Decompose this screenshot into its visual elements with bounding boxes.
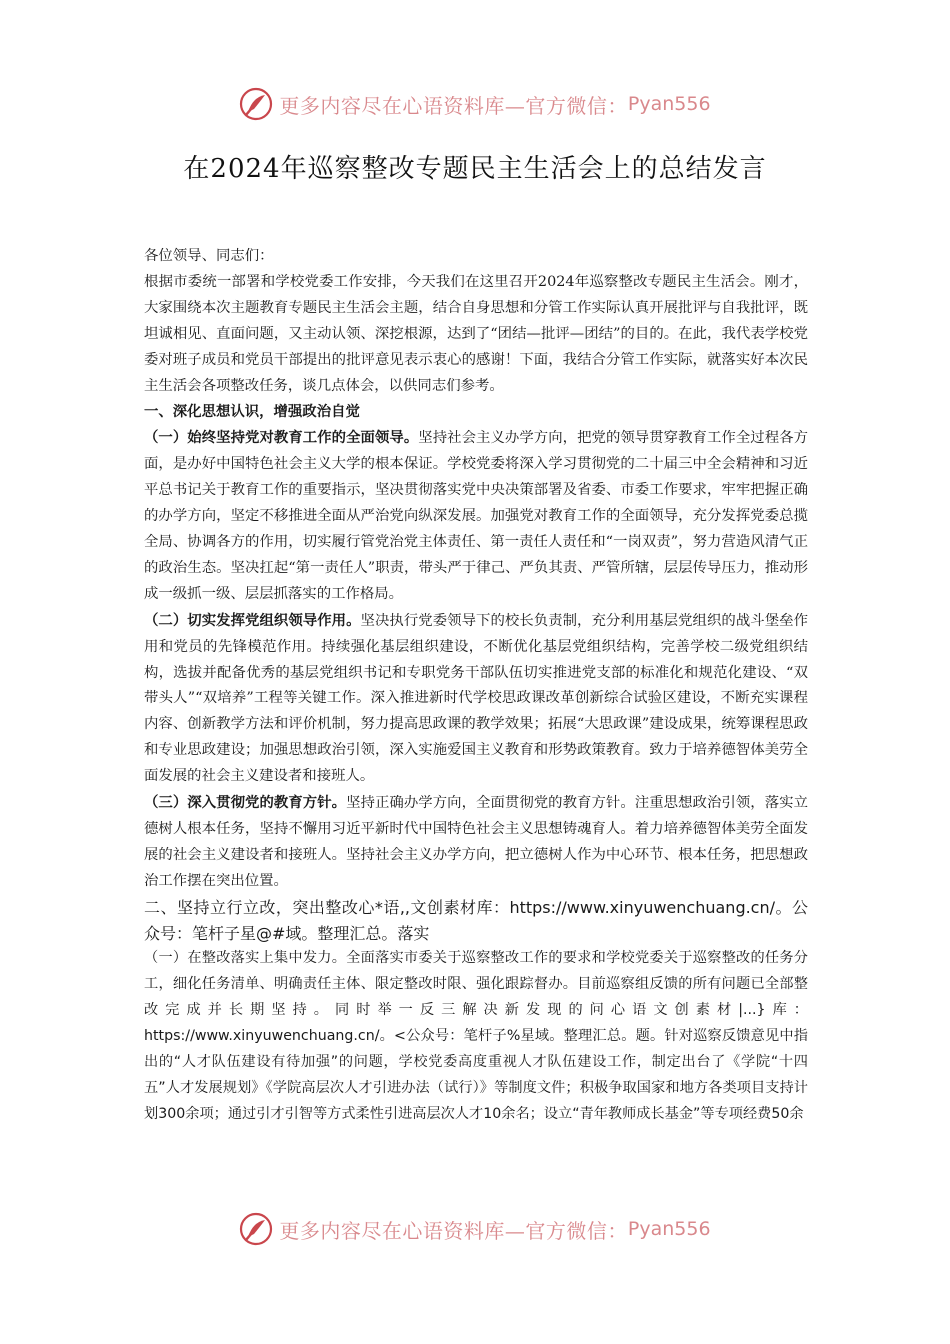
section2-heading: 二、坚持立行立改，突出整改心*语,,文创素材库：https://www.xinyuwenchuang.cn/。公众号：笔杆子星@#域。整理汇总。落实: [144, 897, 808, 943]
section1-item-3: [144, 790, 808, 895]
brush-logo-icon: [239, 1212, 273, 1246]
greeting: 各位领导、同志们：: [144, 248, 274, 264]
item-text: 坚持社会主义办学方向，把党的领导贯穿教育工作全过程各方面，是办好中国特色社会主义大学的根本保证。学校党委将深入学习贯彻党的二十届三中全会精神和习近平总书记关于教育工作的重要指示，坚决贯彻落实党中央决策部署及省委、市委工作要求，牢牢把握正确的办学方向，坚定不移推进全面从严治党向纵深发展。加强党对教育工作的全面领导，充分发挥党委总揽全局、协调各方的作用，切实履行管党治党主体责任、第一责任人责任和“一岗双责”，努力营造风清气正的政治生态。坚决扛起“第一责任人”职责，带头严于律己、严负其责、严管所辖，层层传导压力，推动形成一级抓一级、层层抓落实的工作格局。: [144, 430, 808, 602]
header-watermark-banner: [0, 82, 950, 126]
section2-item-1: （一）在整改落实上集中发力。全面落实市委关于巡察整改工作的要求和学校党委关于巡察整改的任务分工，细化任务清单、明确责任主体、限定整改时限、强化跟踪督办。目前巡察组反馈的所有问题已全部整改完成并长期坚持。同时举一反三解决新发现的问心语文创素材|...}库：https://www.xinyuwenchuang.cn/。<公众号：笔杆子%星域。整理汇总。题。针对巡察反馈意见中指出的“人才队伍建设有待加强”的问题，学校党委高度重视人才队伍建设工作，制定出台了《学院“十四五”人才发展规划》《学院高层次人才引进办法（试行）》等制度文件；积极争取国家和地方各类项目支持计划300余项；通过引才引智等方式柔性引进高层次人才10余名；设立“青年教师成长基金”等专项经费50余: [144, 950, 808, 1122]
item-lead: （二）切实发挥党组织领导作用。: [144, 611, 361, 629]
brush-logo-icon: [239, 87, 273, 121]
banner-text: 更多内容尽在心语资料库—官方微信：: [279, 1218, 628, 1243]
banner-wechat-id: Pyan556: [627, 93, 711, 115]
page-title: 在2024年巡察整改专题民主生活会上的总结发言: [183, 154, 767, 184]
banner-text: 更多内容尽在心语资料库—官方微信：: [279, 93, 628, 118]
section1-heading: 一、深化思想认识，增强政治自觉: [144, 403, 360, 421]
item-text: 坚持正确办学方向，全面贯彻党的教育方针。注重思想政治引领，落实立德树人根本任务，坚持不懈用习近平新时代中国特色社会主义思想铸魂育人。着力培养德智体美劳全面发展的社会主义建设者和接班人。坚持社会主义办学方向，把立德树人作为中心环节、根本任务，把思想政治工作摆在突出位置。: [144, 795, 808, 889]
document-body: [144, 244, 808, 1128]
item-lead: （一）始终坚持党对教育工作的全面领导。: [144, 429, 419, 447]
banner-wechat-id: Pyan556: [627, 1218, 711, 1240]
section1-item-2: [144, 608, 808, 790]
footer-watermark-banner: [0, 1207, 950, 1251]
item-text: 坚决执行党委领导下的校长负责制，充分利用基层党组织的战斗堡垒作用和党员的先锋模范作用。持续强化基层组织建设，不断优化基层党组织结构，完善学校二级党组织结构，选拔并配备优秀的基层党组织书记和专职党务干部队伍切实推进党支部的标准化和规范化建设、“双带头人”“双培养”工程等关键工作。深入推进新时代学校思政课改革创新综合试验区建设，不断充实课程内容、创新教学方法和评价机制，努力提高思政课的教学效果；拓展“大思政课”建设成果，统筹课程思政和专业思政建设；加强思想政治引领，深入实施爱国主义教育和形势政策教育。致力于培养德智体美劳全面发展的社会主义建设者和接班人。: [144, 612, 808, 785]
item-lead: （三）深入贯彻党的教育方针。: [144, 794, 347, 812]
intro-paragraph: 根据市委统一部署和学校党委工作安排，今天我们在这里召开2024年巡察整改专题民主生活会。刚才，大家围绕本次主题教育专题民主生活会主题，结合自身思想和分管工作实际认真开展批评与自我批评，既坦诚相见、直面问题，又主动认领、深挖根源，达到了“团结—批评—团结”的目的。在此，我代表学校党委对班子成员和党员干部提出的批评意见表示衷心的感谢！下面，我结合分管工作实际，就落实好本次民主生活会各项整改任务，谈几点体会，以供同志们参考。: [144, 273, 808, 394]
section1-item-1: [144, 425, 808, 607]
